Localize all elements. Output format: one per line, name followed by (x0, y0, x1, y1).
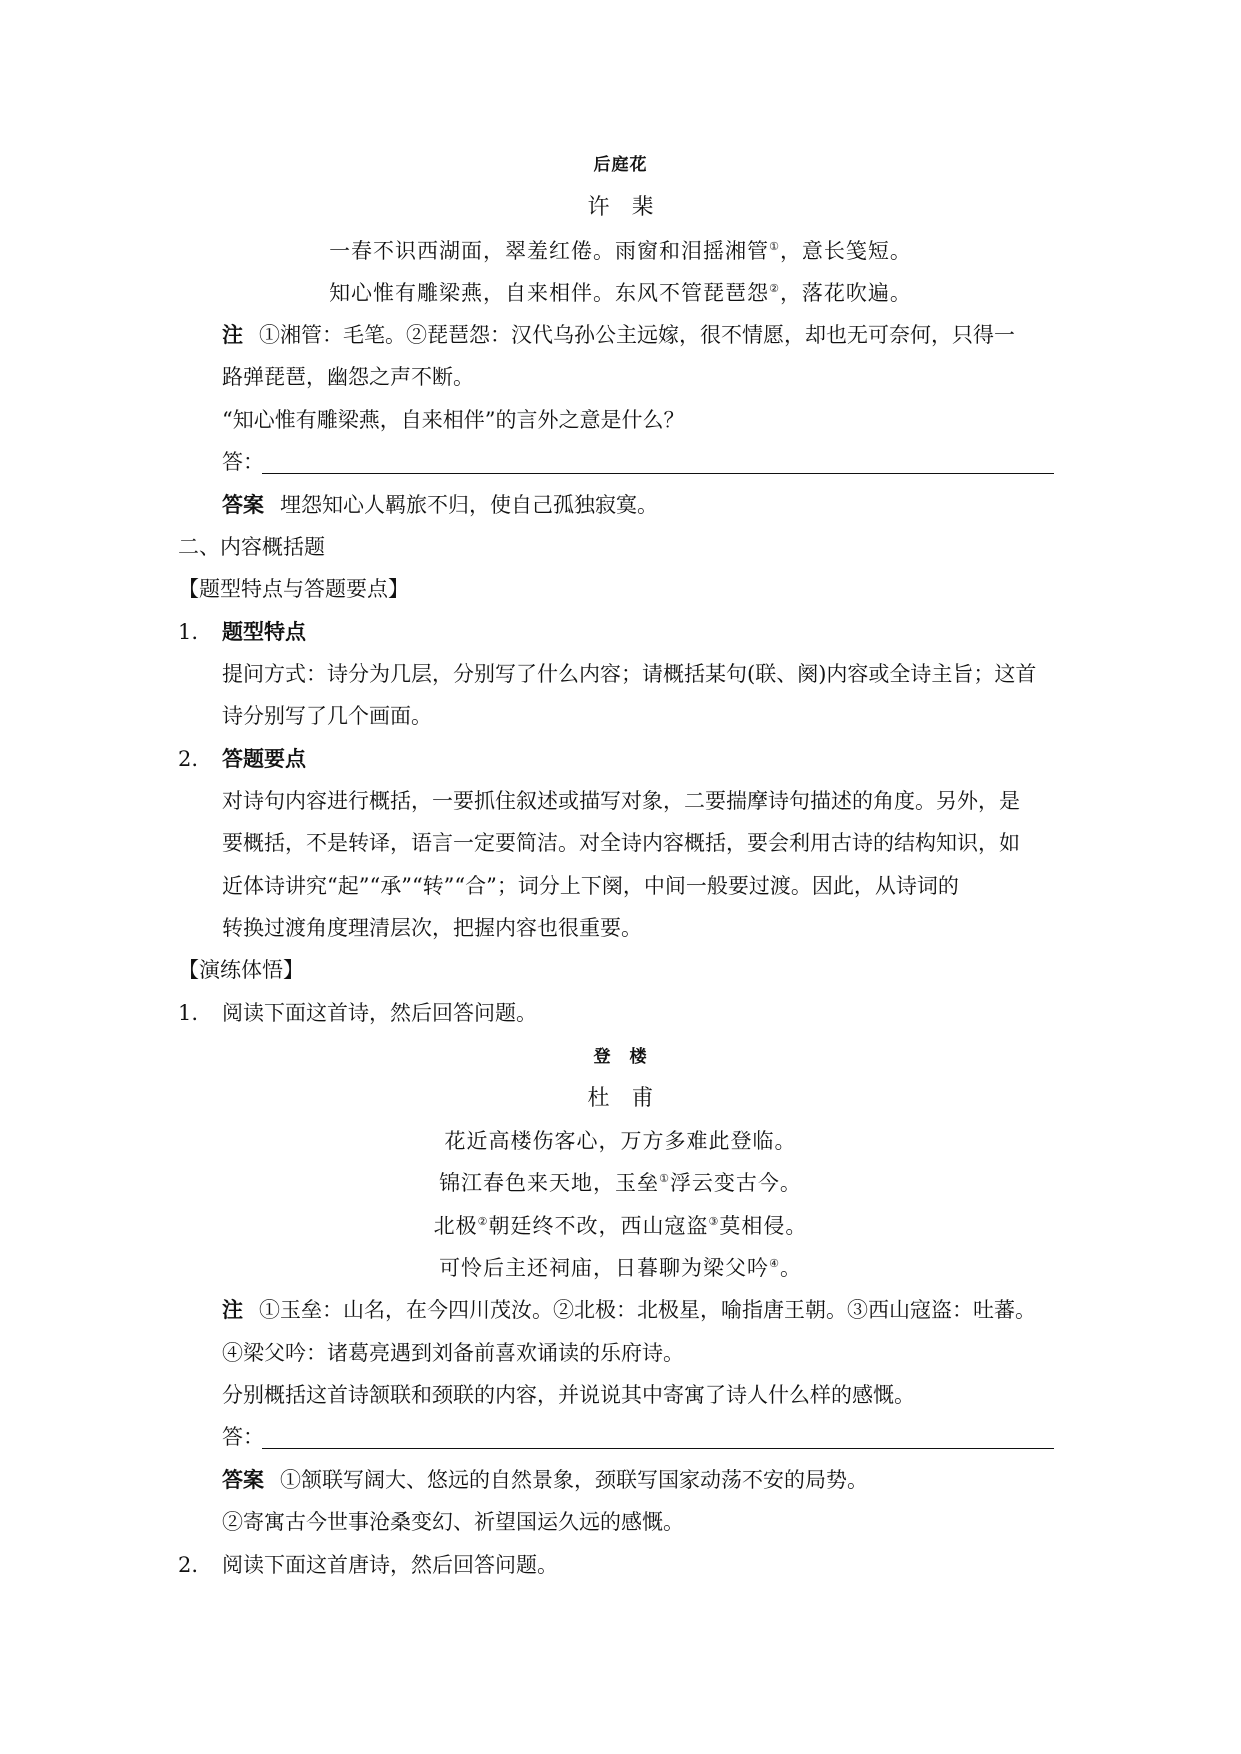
poem2-author: 杜 甫 (587, 1086, 654, 1111)
poem2-line-1: 花近高楼伤客心，万方多难此登临。 (444, 1129, 797, 1153)
poem2-question: 分别概括这首诗颔联和颈联的内容，并说说其中寄寓了诗人什么样的感慨。 (222, 1383, 915, 1407)
item1-text-line-2: 诗分别写了几个画面。 (222, 704, 432, 728)
poem1-question: “知心惟有雕梁燕，自来相伴”的言外之意是什么？ (222, 408, 685, 432)
poem1-line-2: 知心惟有雕梁燕，自来相伴。东风不管琵琶怨②，落花吹遍。 (329, 281, 912, 305)
practice-heading: 【演练体悟】 (178, 958, 304, 982)
poem1-note-line-2: 路弹琵琶，幽怨之声不断。 (222, 365, 474, 389)
item2-number: 2. (178, 747, 199, 771)
poem2-answer-prompt: 答： (222, 1425, 264, 1449)
note-label: 注 (222, 323, 243, 347)
item1-number: 1. (178, 620, 199, 644)
exercise2-text: 阅读下面这首唐诗，然后回答问题。 (222, 1553, 558, 1577)
poem2-answer-line-2: ②寄寓古今世事沧桑变幻、祈望国运久远的感慨。 (222, 1510, 684, 1534)
footnote-marker: ③ (708, 1215, 720, 1228)
poem1-author: 许 棐 (587, 195, 654, 220)
footnote-marker: ④ (769, 1257, 780, 1270)
poem2-note-line-2: ④梁父吟：诸葛亮遇到刘备前喜欢诵读的乐府诗。 (222, 1341, 684, 1365)
poem2-answer-line-1: 答案 ①颔联写阔大、悠远的自然景象，颈联写国家动荡不安的局势。 (222, 1468, 868, 1492)
poem1-line-1: 一春不识西湖面，翠羞红倦。雨窗和泪摇湘管①，意长笺短。 (329, 239, 912, 263)
exercise1-number: 1. (178, 1001, 199, 1025)
footnote-marker: ① (659, 1172, 670, 1185)
answer-label: 答案 (222, 1468, 264, 1492)
poem1-note-line-1: 注 ①湘管：毛笔。②琵琶怨：汉代乌孙公主远嫁，很不情愿，却也无可奈何，只得一 (222, 323, 1015, 347)
poem1-answer-blank[interactable] (262, 473, 1054, 474)
section-heading: 二、内容概括题 (178, 535, 325, 559)
note-label: 注 (222, 1298, 243, 1322)
item2-text-line-4: 转换过渡角度理清层次，把握内容也很重要。 (222, 916, 642, 940)
poem2-line-2: 锦江春色来天地，玉垒①浮云变古今。 (439, 1171, 802, 1195)
exercise1-text: 阅读下面这首诗，然后回答问题。 (222, 1001, 537, 1025)
item2-text-line-1: 对诗句内容进行概括，一要抓住叙述或描写对象，二要揣摩诗句描述的角度。另外，是 (222, 789, 1020, 813)
footnote-marker: ① (769, 240, 780, 253)
item1-title: 题型特点 (222, 620, 306, 644)
answer-label: 答案 (222, 493, 264, 517)
poem1-answer: 答案 埋怨知心人羁旅不归，使自己孤独寂寞。 (222, 493, 658, 517)
poem2-title: 登 楼 (593, 1047, 648, 1067)
poem2-note-line-1: 注 ①玉垒：山名，在今四川茂汝。②北极：北极星，喻指唐王朝。③西山寇盗：吐蕃。 (222, 1298, 1036, 1322)
footnote-marker: ② (769, 282, 780, 295)
poem2-line-3: 北极②朝廷终不改，西山寇盗③莫相侵。 (433, 1214, 808, 1238)
item1-text-line-1: 提问方式：诗分为几层，分别写了什么内容；请概括某句(联、阕)内容或全诗主旨；这首 (222, 662, 1037, 686)
poem2-answer-blank[interactable] (262, 1448, 1054, 1449)
item2-text-line-2: 要概括，不是转译，语言一定要简洁。对全诗内容概括，要会利用古诗的结构知识，如 (222, 831, 1020, 855)
features-heading: 【题型特点与答题要点】 (178, 577, 409, 601)
footnote-marker: ② (477, 1215, 489, 1228)
poem2-line-4: 可怜后主还祠庙，日暮聊为梁父吟④。 (439, 1256, 802, 1280)
poem1-answer-prompt: 答： (222, 450, 264, 474)
exercise2-number: 2. (178, 1553, 199, 1577)
poem1-title: 后庭花 (593, 155, 648, 175)
item2-title: 答题要点 (222, 747, 306, 771)
item2-text-line-3: 近体诗讲究“起”“承”“转”“合”；词分上下阕，中间一般要过渡。因此，从诗词的 (222, 874, 959, 898)
